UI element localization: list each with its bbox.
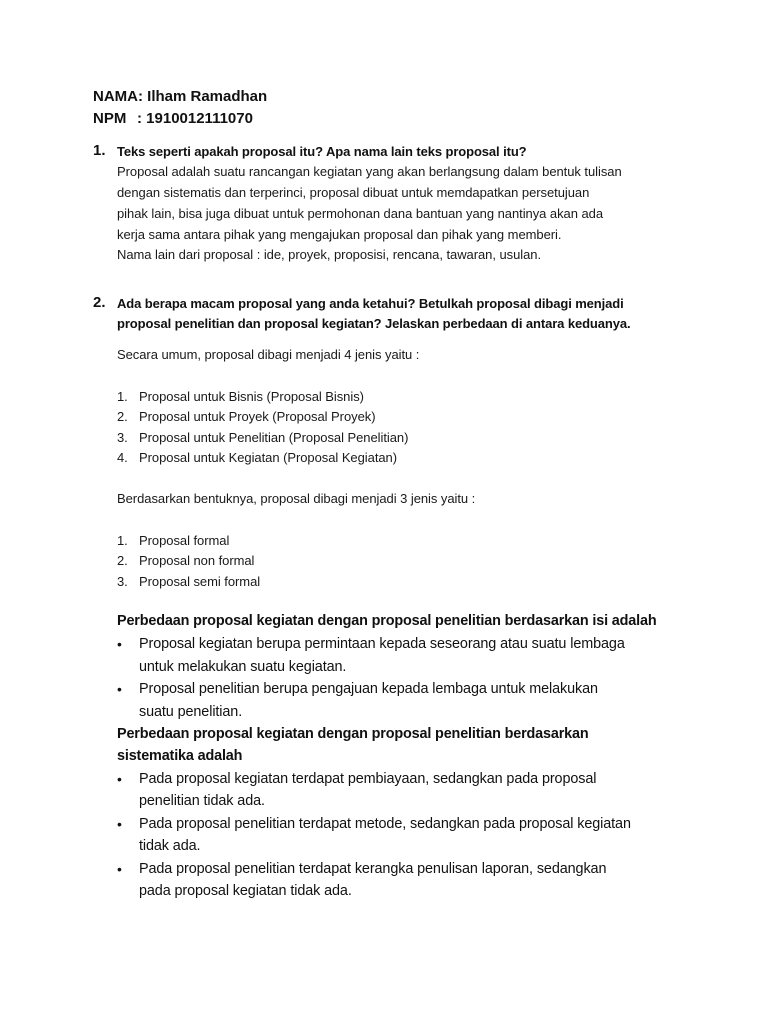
diff-system-heading-cont: sistematika adalah: [117, 748, 243, 764]
question-1-answer-line: pihak lain, bisa juga dibuat untuk permohonan dana bantuan yang nantinya akan ada: [117, 206, 603, 221]
diff-content-bullet-cont: untuk melakukan suatu kegiatan.: [139, 659, 347, 675]
list-number: 3.: [117, 430, 128, 445]
question-2-number: 2.: [93, 294, 106, 311]
diff-system-bullet: Pada proposal penelitian terdapat metode, sedangkan pada proposal kegiatan: [139, 816, 631, 832]
diff-content-bullet-cont: suatu penelitian.: [139, 704, 243, 720]
general-types-intro: Secara umum, proposal dibagi menjadi 4 jenis yaitu :: [117, 347, 420, 362]
list-number: 1.: [117, 533, 128, 548]
student-npm-value: : 1910012111070: [137, 110, 253, 127]
list-number: 2.: [117, 553, 128, 568]
list-item: Proposal non formal: [139, 553, 255, 568]
diff-system-bullet: Pada proposal penelitian terdapat kerangka penulisan laporan, sedangkan: [139, 861, 607, 877]
list-number: 3.: [117, 574, 128, 589]
list-item: Proposal untuk Proyek (Proposal Proyek): [139, 409, 376, 424]
diff-content-bullet: Proposal penelitian berupa pengajuan kepada lembaga untuk melakukan: [139, 681, 598, 697]
list-number: 4.: [117, 450, 128, 465]
question-1-answer-line: Proposal adalah suatu rancangan kegiatan yang akan berlangsung dalam bentuk tulisan: [117, 164, 622, 179]
bullet-icon: •: [117, 816, 122, 832]
diff-system-bullet: Pada proposal kegiatan terdapat pembiayaan, sedangkan pada proposal: [139, 771, 597, 787]
question-1-number: 1.: [93, 142, 106, 159]
diff-system-heading: Perbedaan proposal kegiatan dengan proposal penelitian berdasarkan: [117, 726, 589, 742]
question-2-title-line: proposal penelitian dan proposal kegiatan? Jelaskan perbedaan di antara keduanya.: [117, 316, 631, 331]
question-1-other-names: Nama lain dari proposal : ide, proyek, proposisi, rencana, tawaran, usulan.: [117, 247, 542, 262]
bullet-icon: •: [117, 861, 122, 877]
diff-system-bullet-cont: penelitian tidak ada.: [139, 793, 265, 809]
diff-system-bullet-cont: pada proposal kegiatan tidak ada.: [139, 883, 352, 899]
diff-content-heading: Perbedaan proposal kegiatan dengan proposal penelitian berdasarkan isi adalah: [117, 613, 657, 629]
form-types-intro: Berdasarkan bentuknya, proposal dibagi menjadi 3 jenis yaitu :: [117, 491, 476, 506]
student-npm-label: NPM: [93, 110, 127, 127]
question-1-answer-line: kerja sama antara pihak yang mengajukan proposal dan pihak yang memberi.: [117, 227, 562, 242]
list-item: Proposal untuk Bisnis (Proposal Bisnis): [139, 389, 364, 404]
list-item: Proposal formal: [139, 533, 230, 548]
diff-content-bullet: Proposal kegiatan berupa permintaan kepada seseorang atau suatu lembaga: [139, 636, 625, 652]
question-1-title: Teks seperti apakah proposal itu? Apa nama lain teks proposal itu?: [117, 144, 527, 159]
list-item: Proposal semi formal: [139, 574, 261, 589]
question-1-answer-line: dengan sistematis dan terperinci, proposal dibuat untuk memdapatkan persetujuan: [117, 185, 590, 200]
bullet-icon: •: [117, 771, 122, 787]
list-number: 1.: [117, 389, 128, 404]
diff-system-bullet-cont: tidak ada.: [139, 838, 201, 854]
question-2-title-line: Ada berapa macam proposal yang anda ketahui? Betulkah proposal dibagi menjadi: [117, 296, 624, 311]
bullet-icon: •: [117, 681, 122, 697]
list-number: 2.: [117, 409, 128, 424]
student-name: NAMA: Ilham Ramadhan: [93, 88, 268, 105]
list-item: Proposal untuk Kegiatan (Proposal Kegiatan): [139, 450, 398, 465]
bullet-icon: •: [117, 636, 122, 652]
list-item: Proposal untuk Penelitian (Proposal Penelitian): [139, 430, 409, 445]
